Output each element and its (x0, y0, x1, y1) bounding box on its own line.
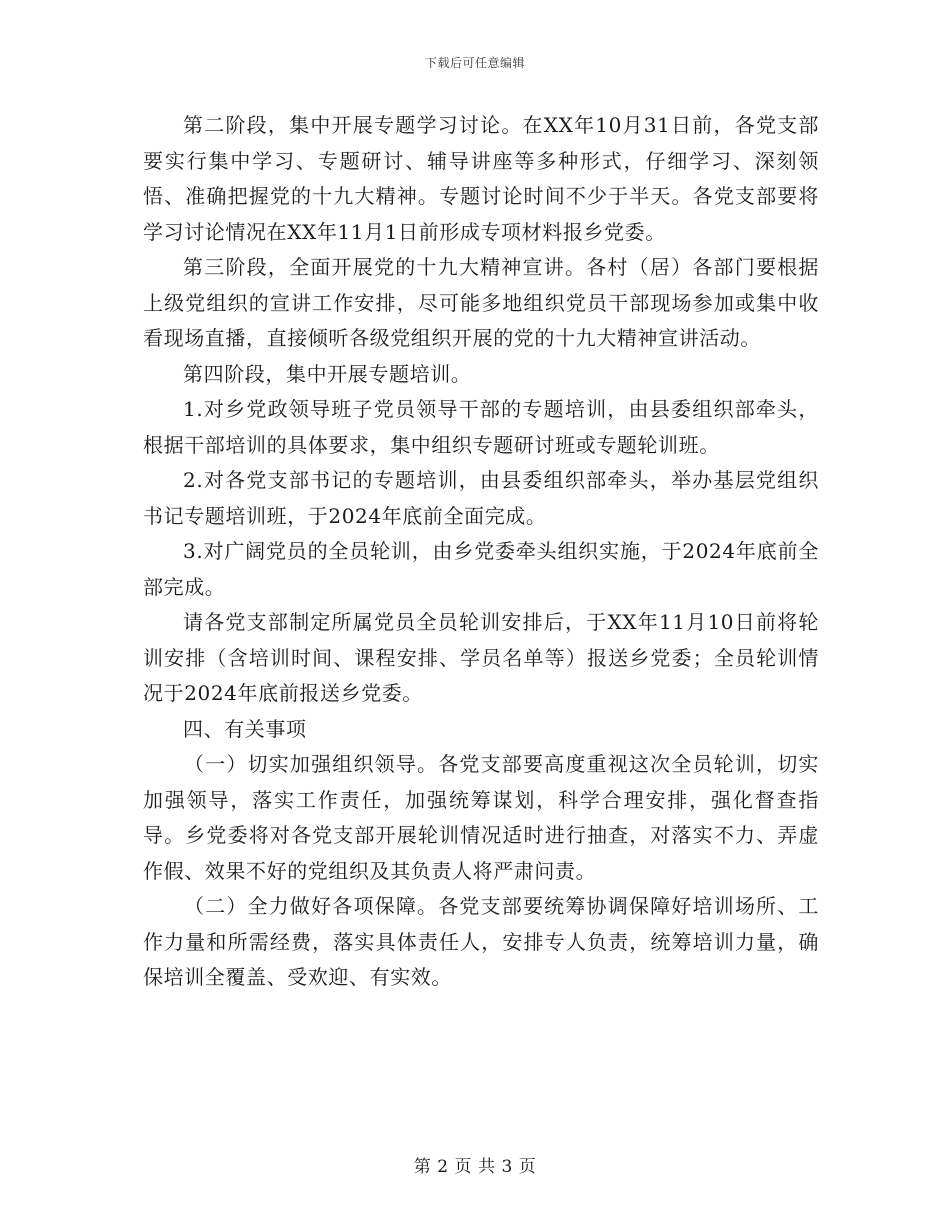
paragraph-stage-two: 第二阶段，集中开展专题学习讨论。在XX年10月31日前，各党支部要实行集中学习、专题研讨、辅导讲座等多种形式，仔细学习、深刻领悟、准确把握党的十九大精神。专题讨论时间不少于半天。各党支部要将学习讨论情况在XX年11月1日前形成专项材料报乡党委。 (143, 113, 819, 244)
paragraph-schedule-report: 请各党支部制定所属党员全员轮训安排后，于XX年11月10日前将轮训安排（含培训时间、课程安排、学员名单等）报送乡党委；全员轮训情况于2024年底前报送乡党委。 (143, 610, 819, 705)
page-number-total: 3 (501, 1157, 513, 1177)
paragraph-organization-leadership: （一）切实加强组织领导。各党支部要高度重视这次全员轮训，切实加强领导，落实工作责任，加强统筹谋划，科学合理安排，强化督查指导。乡党委将对各党支部开展轮训情况适时进行抽查，对落实不力、弄虚作假、效果不好的党组织及其负责人将严肃问责。 (143, 752, 819, 883)
page-number-suffix: 页 (518, 1157, 537, 1177)
page-number-current: 2 (437, 1157, 449, 1177)
paragraph-guarantees: （二）全力做好各项保障。各党支部要统筹协调保障好培训场所、工作力量和所需经费，落实具体责任人，安排专人负责，统筹培训力量，确保培训全覆盖、受欢迎、有实效。 (143, 894, 819, 989)
section-heading-related-matters: 四、有关事项 (183, 716, 307, 741)
page-number-prefix: 第 (413, 1157, 432, 1177)
header-note: 下载后可任意编辑 (424, 56, 525, 70)
document-body (143, 108, 819, 996)
page-number-middle: 页 共 (454, 1157, 496, 1177)
paragraph-stage-four: 第四阶段，集中开展专题培训。 (183, 361, 472, 386)
paragraph-item-2: 2.对各党支部书记的专题培训，由县委组织部牵头，举办基层党组织书记专题培训班，于2024年底前全面完成。 (143, 468, 819, 528)
page-number (0, 1152, 950, 1177)
paragraph-item-1: 1.对乡党政领导班子党员领导干部的专题培训，由县委组织部牵头，根据干部培训的具体要求，集中组织专题研讨班或专题轮训班。 (143, 397, 819, 457)
paragraph-item-3: 3.对广阔党员的全员轮训，由乡党委牵头组织实施，于2024年底前全部完成。 (143, 539, 819, 599)
paragraph-stage-three: 第三阶段，全面开展党的十九大精神宣讲。各村（居）各部门要根据上级党组织的宣讲工作安排，尽可能多地组织党员干部现场参加或集中收看现场直播，直接倾听各级党组织开展的党的十九大精神宣讲活动。 (143, 255, 819, 350)
